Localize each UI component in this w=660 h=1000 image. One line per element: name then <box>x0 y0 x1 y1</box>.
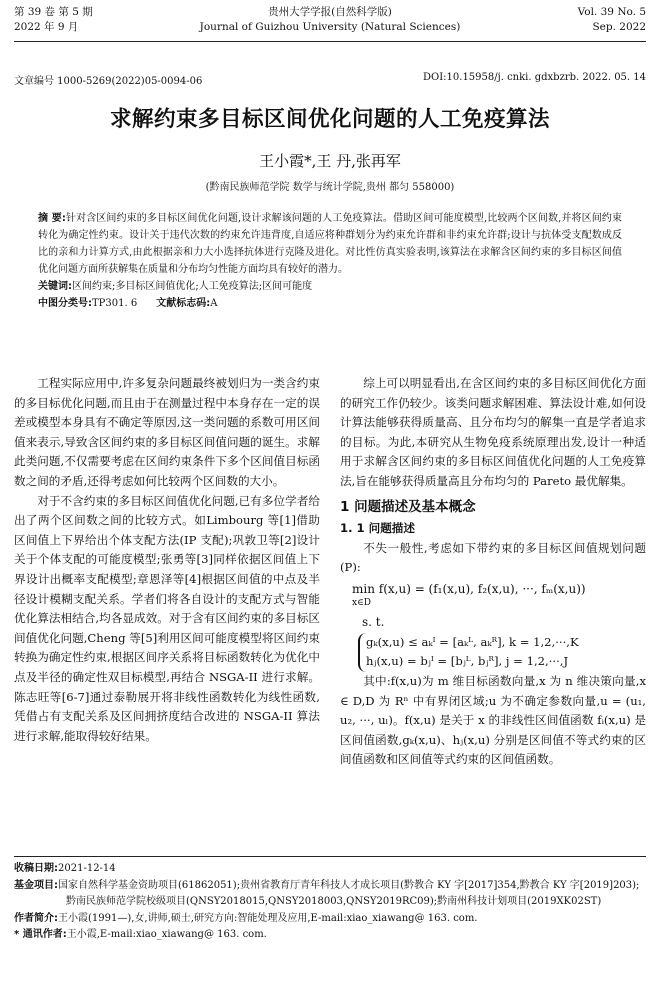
right-column <box>340 374 646 770</box>
objective-equation: min f(x,u) = (f₁(x,u), f₂(x,u), ···, fₘ(x,u)) x∈D s. t. <box>352 581 586 630</box>
footnotes <box>14 856 646 944</box>
keywords: 关键词:区间约束;多目标区间值优化;人工免疫算法;区间可能度 <box>38 281 313 292</box>
paragraph: 工程实际应用中,许多复杂问题最终被划归为一类含约束的多目标优化问题,而且由于在测量过程中本身存在一定的误差或模型本身具有不确定等原因,这一类问题的系数可用区间值来表示,导致含区间约束的多目标区间值问题的诞生。求解此类问题,不仅需要考虑在区间约束条件下多个区间值目标函数之间的矛盾,还得考虑如何比较两个区间数的大小。 <box>14 376 320 488</box>
paragraph: 不失一般性,考虑如下带约束的多目标区间值规划问题(P): <box>340 540 646 575</box>
paragraph: 对于不含约束的多目标区间值优化问题,已有多位学者给出了两个区间数之间的比较方式。如Limbourg 等[1]借助区间值上下界给出个体支配方法(IP 支配);巩敦卫等[2]设计关于个体支配的可能度模型;张勇等[3]同样依据区间值上下界设计出概率支配模型;章恩泽等[4]根据区间值的中点及半径设计模糊支配关系。学者们将各自设计的支配方式与智能优化算法相结合,均各显成效。对于含有区间约束的多目标区间值优化问题,Cheng 等[5]利用区间可能度模型将区间约束转换为确定性约束,根据区间序关系将目标函数转化为优化中点及半径的确定性双目标模型,再结合 NSGA-II 进行求解。陈志旺等[6-7]通过泰勒展开将非线性函数转化为线性函数,凭借占有支配关系及区间拥挤度结合改进的 NSGA-II 算法进行求解,能取得较好结果。 <box>14 493 320 743</box>
left-column <box>14 374 320 746</box>
section-heading: 1 问题描述及基本概念 <box>340 498 476 515</box>
author-bio: 作者简介:王小霞(1991—),女,讲师,硕士,研究方向:智能处理及应用,E-mail:xiao_xiawang@ 163. com. <box>14 912 478 924</box>
paragraph: 综上可以明显看出,在含区间约束的多目标区间优化方面的研究工作仍较少。该类问题求解困难、算法设计难,如何设计算法能够获得质量高、且分布均匀的解集一直是学者追求的目标。为此,本研究从生物免疫系统原理出发,设计一种适用于求解含区间约束的多目标区间值优化问题的人工免疫算法,旨在能够获得质量高且分布均匀的 Pareto 最优解集。 <box>340 376 646 488</box>
abstract-text: 摘 要:针对含区间约束的多目标区间优化问题,设计求解该问题的人工免疫算法。借助区间可能度模型,比较两个区间数,并将区间约束转化为确定性约束。设计关于违代次数的约束允许违背度,自适应将种群划分为约束允许群和非约束允许群;设计与抗体受支配数成反比的亲和力计算方式,由此根据亲和力大小选择抗体进行克隆及进化。对比性仿真实验表明,该算法在求解含区间约束的多目标区间值优化问题方面所获解集在质量和分布均匀性能方面均具有较好的潜力。 <box>38 213 622 275</box>
subsection-heading: 1. 1 问题描述 <box>340 521 415 536</box>
volume-info: 第 39 卷 第 5 期 2022 年 9 月 <box>14 6 93 33</box>
corresponding-author: * 通讯作者:王小霞,E-mail:xiao_xiawang@ 163. com. <box>14 929 267 940</box>
abstract <box>38 210 622 312</box>
running-header <box>14 5 646 42</box>
funding: 基金项目:国家自然科学基金资助项目(61862051);贵州省教育厅青年科技人才成长项目(黔教合 KY 字[2017]354,黔教合 KY 字[2019]203);黔南民族师范学院校级项目(QNSY2018015,QNSY2018003,QNSY2019RC09);黔南州科技计划项目(2019XK02ST) <box>14 879 640 907</box>
constraint-equations: gₖ(x,u) ≤ aₖᴵ = [aₖᴸ, aₖᴿ], k = 1,2,···,K hⱼ(x,u) = bⱼᴵ = [bⱼᴸ, bⱼᴿ], j = 1,2,···,J <box>358 633 646 672</box>
classification: 中图分类号:TP301. 6 文献标志码:A <box>38 298 218 309</box>
paper-title: 求解约束多目标区间优化问题的人工免疫算法 <box>109 107 550 132</box>
affiliation: (黔南民族师范学院 数学与统计学院,贵州 都匀 558000) <box>205 182 455 193</box>
article-number: 文章编号 1000-5269(2022)05-0094-06 <box>14 76 203 87</box>
received-date: 收稿日期:2021-12-14 <box>14 863 116 874</box>
paragraph: 其中:f(x,u)为 m 维目标函数向量,x 为 n 维决策向量,x ∈ D,D 为 Rⁿ 中有界闭区域;u 为不确定参数向量,u = (u₁, u₂, ···, uₗ)。f(x,u) 是关于 x 的非线性区间值函数 fᵢ(x,u) 是区间值函数,gₖ(x,u)、hⱼ(x,u) 分别是区间值不等式约束的区间值函数和区间值等式约束的区间值函数。 <box>340 673 646 767</box>
journal-name: 贵州大学学报(自然科学版) Journal of Guizhou University (Natural Sciences) <box>199 6 461 33</box>
authors: 王小霞*,王 丹,张再军 <box>259 152 401 170</box>
doi: DOI:10.15958/j. cnki. gdxbzrb. 2022. 05. 14 <box>423 72 646 83</box>
volume-info-en: Vol. 39 No. 5 Sep. 2022 <box>577 6 646 33</box>
